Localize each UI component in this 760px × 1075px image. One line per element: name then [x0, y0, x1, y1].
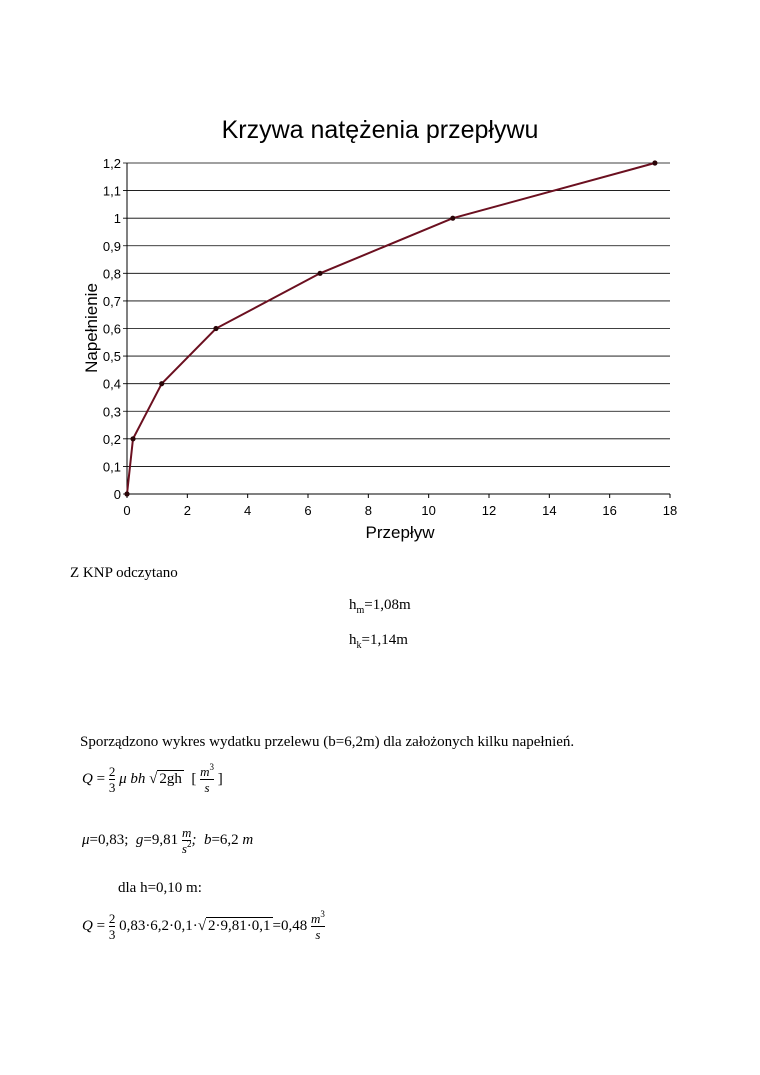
right-bracket: ]	[217, 771, 223, 788]
hk-symbol: h	[349, 632, 357, 648]
hk-value	[349, 632, 408, 651]
calc-q: Q	[82, 918, 93, 935]
x-tick-label: 12	[481, 503, 497, 518]
hm-value	[349, 597, 411, 616]
data-point	[213, 326, 218, 331]
unit-fraction: $\frac{m^3}{s}$	[200, 762, 214, 795]
data-point	[450, 216, 455, 221]
x-tick-label: 18	[662, 503, 678, 518]
g-unit: $\frac{m}{s^2}$	[181, 825, 192, 856]
mu-symbol: μ	[82, 832, 90, 849]
hm-symbol: h	[349, 597, 357, 613]
y-tick-label: 0,6	[102, 321, 121, 337]
x-tick-label: 16	[602, 503, 617, 518]
separator: ;	[191, 832, 197, 849]
y-gridlines	[123, 163, 670, 494]
y-axis-label: Napełnienie	[82, 283, 101, 373]
fraction-two-thirds: $\frac{2}{3}$	[108, 764, 116, 795]
calc-sqrt-sign: √	[197, 918, 207, 935]
y-tick-label: 1	[113, 211, 121, 227]
y-tick-label: 0,8	[102, 266, 121, 282]
data-point	[159, 381, 164, 386]
y-tick-labels	[103, 156, 121, 502]
x-tick-label: 14	[542, 503, 557, 518]
g-symbol: g	[135, 832, 144, 849]
y-tick-label: 0,3	[102, 404, 121, 420]
calc-eq: =	[96, 918, 106, 935]
x-tick-label: 8	[364, 503, 372, 518]
y-tick-label: 0	[113, 487, 121, 502]
data-point	[317, 271, 322, 276]
calc-fraction: $\frac{2}{3}$	[108, 911, 116, 942]
calc-result: =0,48	[272, 918, 308, 935]
left-bracket: [	[191, 771, 197, 788]
hk-number: =1,14m	[361, 632, 408, 648]
y-tick-label: 0,5	[102, 349, 121, 365]
hm-subscript: m	[356, 605, 365, 616]
formula-parameters	[82, 826, 253, 855]
mu-value: =0,83;	[89, 832, 129, 849]
x-tick-label: 0	[123, 503, 131, 518]
for-h-text: dla h=0,10 m:	[118, 880, 202, 896]
chart	[70, 108, 690, 548]
formula-discharge	[82, 762, 223, 795]
chart-title: Krzywa natężenia przepływu	[221, 116, 539, 144]
data-point	[124, 491, 129, 496]
x-tick-label: 4	[244, 503, 252, 518]
hk-subscript: k	[356, 640, 362, 651]
radicand: 2gh	[159, 771, 182, 788]
x-axis-label: Przepływ	[365, 523, 435, 542]
sqrt-sign: √	[149, 771, 158, 788]
b-value: =6,2	[211, 832, 239, 849]
b-unit: m	[242, 832, 254, 849]
x-tick-label: 2	[183, 503, 191, 518]
y-tick-label: 1,2	[102, 156, 121, 171]
y-tick-label: 0,9	[102, 238, 121, 254]
data-point	[652, 160, 657, 165]
g-value: =9,81	[143, 832, 179, 849]
y-tick-label: 0,2	[102, 431, 121, 447]
y-tick-label: 0,7	[102, 293, 121, 309]
data-point	[130, 436, 135, 441]
calc-radicand: 2·9,81·0,1	[208, 918, 271, 935]
calc-unit: $\frac{m^3}{s}$	[311, 909, 325, 942]
y-tick-label: 1,1	[102, 183, 121, 199]
formula-q: Q	[82, 771, 93, 788]
hm-number: =1,08m	[364, 597, 411, 613]
x-tick-labels	[123, 494, 677, 518]
x-tick-label: 10	[421, 503, 436, 518]
formula-mu-bh: μ bh	[119, 771, 146, 788]
x-tick-label: 6	[304, 503, 312, 518]
y-tick-label: 0,4	[102, 376, 121, 392]
formula-eq: =	[96, 771, 106, 788]
calc-product: 0,83·6,2·0,1·	[119, 918, 198, 935]
y-tick-label: 0,1	[102, 459, 121, 475]
knp-read-text: Z KNP odczytano	[70, 565, 178, 581]
intro-paragraph: Sporządzono wykres wydatku przelewu (b=6,2m) dla założonych kilku napełnień.	[80, 734, 575, 750]
formula-calculation	[82, 909, 325, 942]
b-symbol: b	[203, 832, 212, 849]
